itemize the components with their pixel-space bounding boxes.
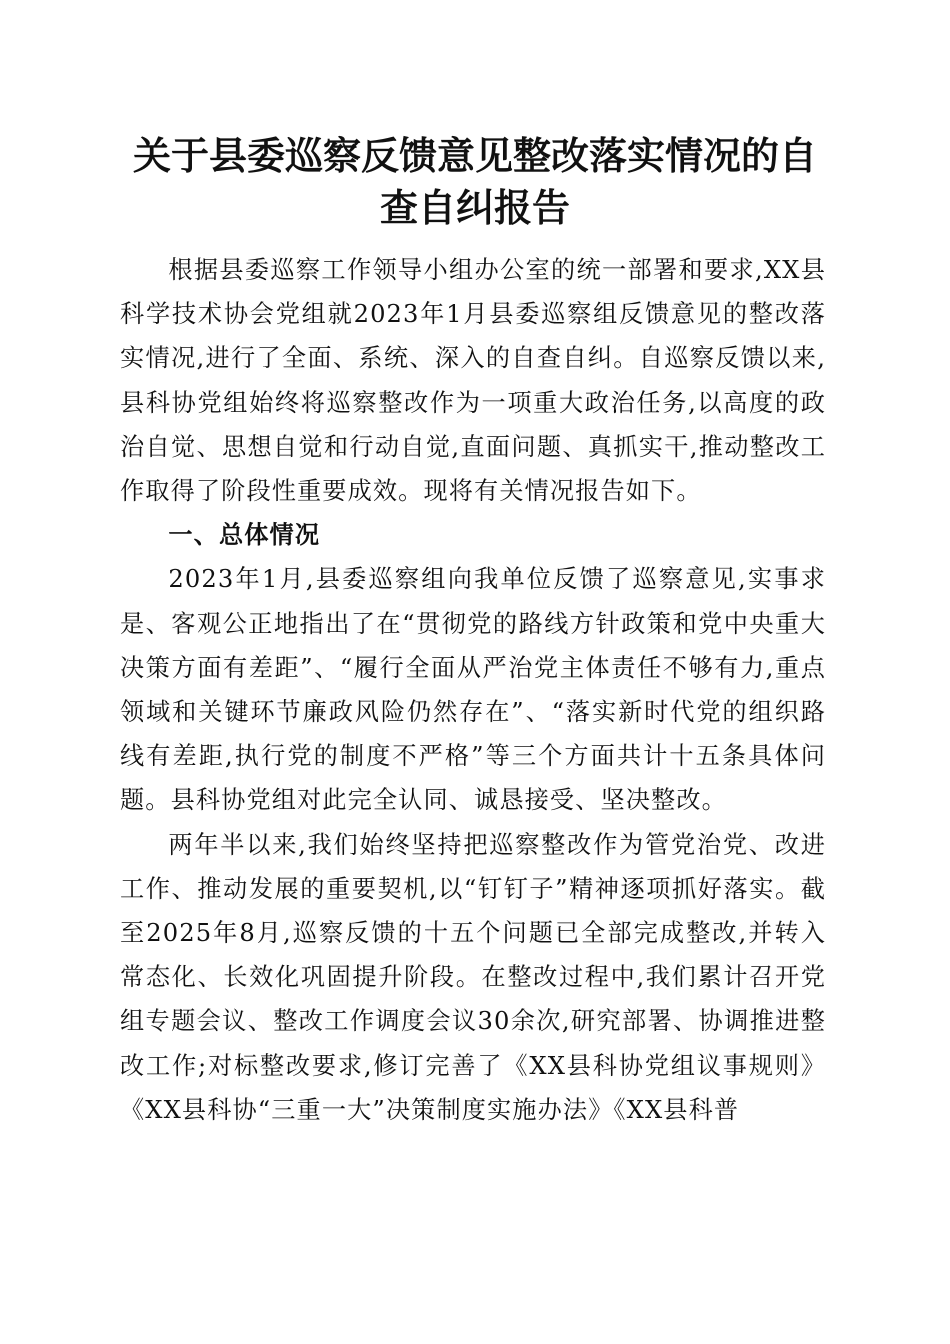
document-body	[120, 248, 826, 1132]
section-heading-overall: 一、总体情况	[168, 521, 321, 550]
section1-paragraph-2: 两年半以来,我们始终坚持把巡察整改作为管党治党、改进工作、推动发展的重要契机,以“钉钉子”精神逐项抓好落实。截至2025年8月,巡察反馈的十五个问题已全部完成整改,并转入常态化、长效化巩固提升阶段。在整改过程中,我们累计召开党组专题会议、整改工作调度会议30余次,研究部署、协调推进整改工作;对标整改要求,修订完善了《XX县科协党组议事规则》《XX县科协“三重一大”决策制度实施办法》《XX县科普	[120, 830, 826, 1124]
document-title: 关于县委巡察反馈意见整改落实情况的自查自纠报告	[132, 133, 817, 230]
intro-paragraph: 根据县委巡察工作领导小组办公室的统一部署和要求,XX县科学技术协会党组就2023年1月县委巡察组反馈意见的整改落实情况,进行了全面、系统、深入的自查自纠。自巡察反馈以来,县科协党组始终将巡察整改作为一项重大政治任务,以高度的政治自觉、思想自觉和行动自觉,直面问题、真抓实干,推动整改工作取得了阶段性重要成效。现将有关情况报告如下。	[120, 256, 826, 506]
section1-paragraph-1: 2023年1月,县委巡察组向我单位反馈了巡察意见,实事求是、客观公正地指出了在“贯彻党的路线方针政策和党中央重大决策方面有差距”、“履行全面从严治党主体责任不够有力,重点领域和关键环节廉政风险仍然存在”、“落实新时代党的组织路线有差距,执行党的制度不严格”等三个方面共计十五条具体问题。县科协党组对此完全认同、诚恳接受、坚决整改。	[120, 565, 826, 815]
